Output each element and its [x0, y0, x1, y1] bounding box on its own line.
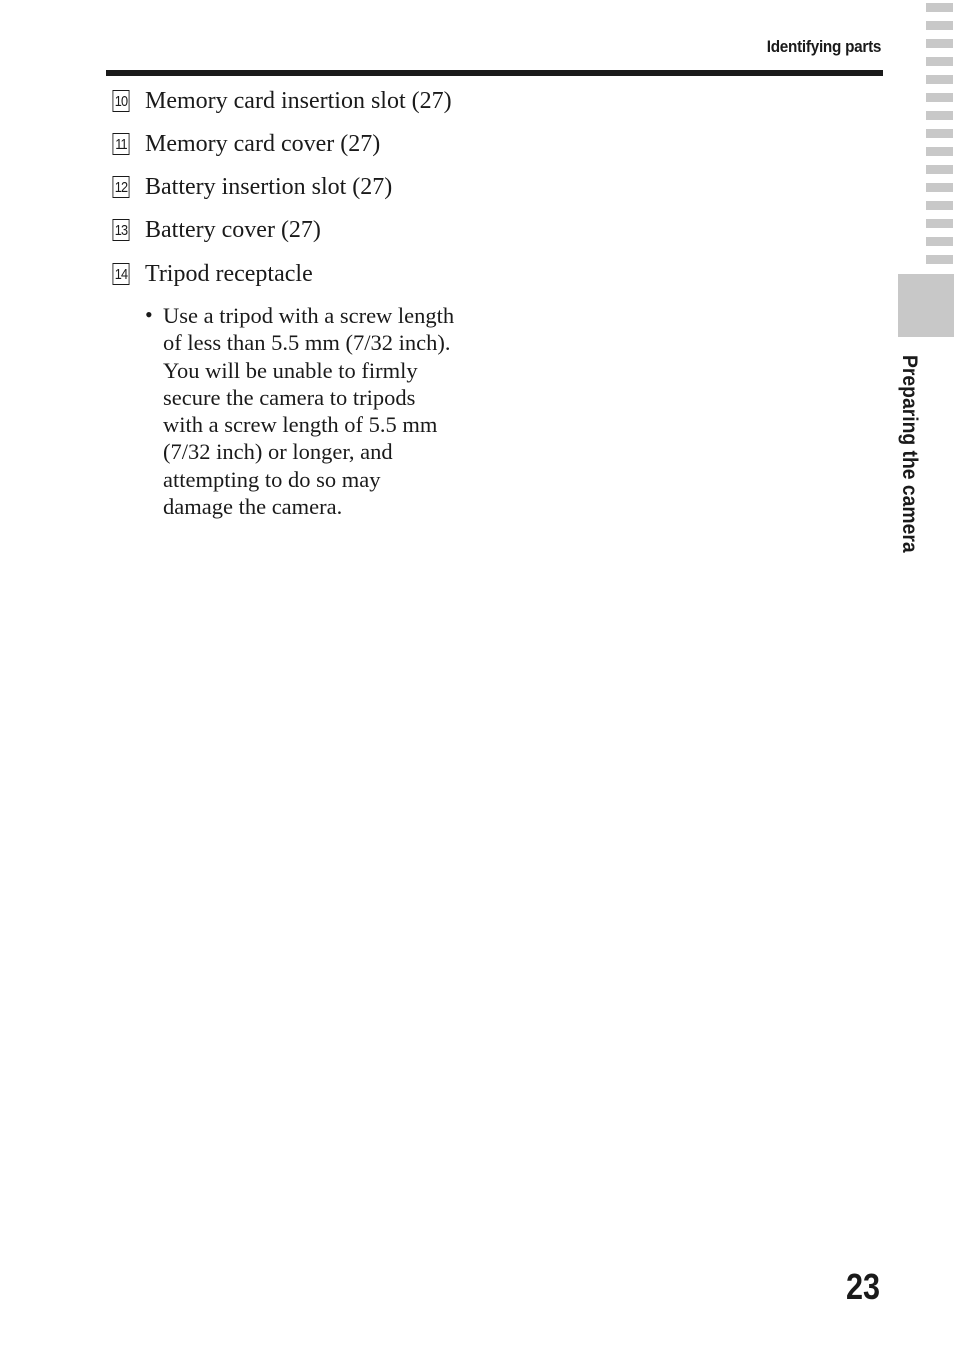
note-line: attempting to do so may — [163, 466, 381, 492]
note-text — [163, 302, 454, 520]
index-stripe — [926, 93, 953, 102]
note-line: of less than 5.5 mm (7/32 inch). — [163, 330, 451, 356]
bullet-marker: • — [145, 302, 153, 327]
list-item — [111, 259, 313, 289]
list-item — [111, 86, 452, 116]
list-item — [111, 129, 380, 159]
note-line: with a screw length of 5.5 mm — [163, 412, 438, 438]
item-number-badge: 12 — [113, 176, 130, 198]
page-number: 23 — [845, 1266, 880, 1307]
item-label: Memory card insertion slot (27) — [145, 87, 452, 114]
item-number-badge: 14 — [113, 263, 130, 285]
index-stripe — [926, 219, 953, 228]
note-line: Use a tripod with a screw length — [163, 303, 455, 328]
index-stripe — [926, 3, 953, 12]
index-stripe — [926, 165, 953, 174]
index-stripe — [926, 39, 953, 48]
index-stripe — [926, 57, 953, 66]
item-label: Memory card cover (27) — [145, 130, 381, 157]
index-stripe — [926, 147, 953, 156]
note-line: secure the camera to tripods — [163, 384, 416, 410]
note-line: (7/32 inch) or longer, and — [163, 439, 393, 465]
section-tab-marker — [898, 274, 954, 337]
index-stripe — [926, 21, 953, 30]
item-number-badge: 10 — [113, 90, 130, 112]
note-line: You will be unable to firmly — [163, 357, 418, 383]
item-label: Battery insertion slot (27) — [145, 173, 393, 200]
index-stripe — [926, 237, 953, 246]
list-item — [111, 215, 321, 245]
running-header-title: Identifying parts — [766, 37, 881, 56]
item-label: Battery cover (27) — [145, 216, 321, 243]
index-stripe — [926, 75, 953, 84]
header-rule — [106, 70, 883, 76]
item-number-badge: 11 — [113, 133, 130, 155]
list-item — [111, 172, 392, 202]
index-stripe — [926, 111, 953, 120]
index-stripe — [926, 201, 953, 210]
index-stripe — [926, 255, 953, 264]
index-stripe — [926, 129, 953, 138]
index-stripe — [926, 183, 953, 192]
item-label: Tripod receptacle — [145, 260, 313, 287]
item-number-badge: 13 — [113, 219, 130, 241]
note-line: damage the camera. — [163, 494, 343, 520]
section-label: Preparing the camera — [898, 355, 921, 553]
